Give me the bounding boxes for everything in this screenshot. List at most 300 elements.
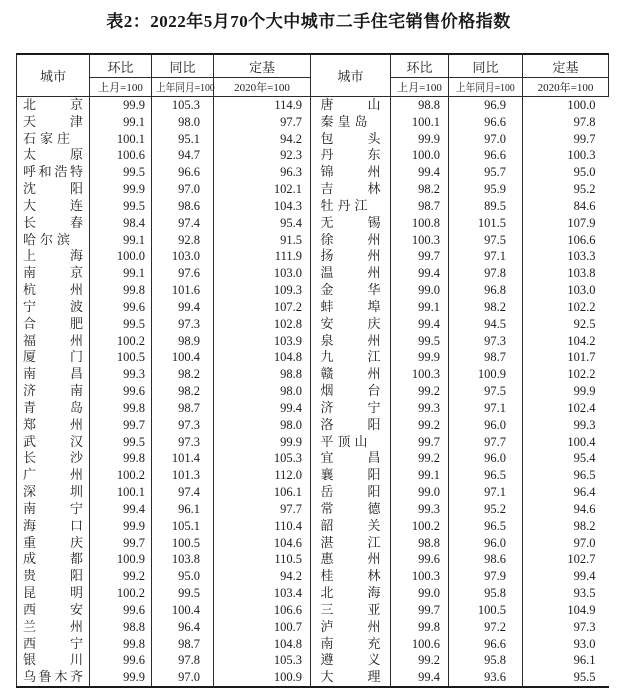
value-cell: 97.8 xyxy=(449,265,523,282)
value-cell: 97.0 xyxy=(523,535,609,552)
mom-base-left: 上月=100 xyxy=(90,78,152,97)
city-cell xyxy=(311,652,391,669)
table-row xyxy=(17,114,609,131)
value-cell: 96.1 xyxy=(152,501,214,518)
city-cell xyxy=(17,97,90,114)
value-cell: 99.9 xyxy=(523,383,609,400)
city-name: 包 头 xyxy=(320,130,381,146)
city-cell xyxy=(17,619,90,636)
value-cell: 101.6 xyxy=(152,282,214,299)
value-cell: 102.7 xyxy=(523,551,609,568)
value-cell: 97.3 xyxy=(449,333,523,350)
table-row xyxy=(17,619,609,636)
table-row xyxy=(17,316,609,333)
city-cell xyxy=(311,585,391,602)
table-row xyxy=(17,535,609,552)
city-cell xyxy=(17,114,90,131)
value-cell: 96.5 xyxy=(449,518,523,535)
city-name: 常 德 xyxy=(320,500,381,516)
city-name: 无 锡 xyxy=(320,214,381,230)
city-cell xyxy=(17,316,90,333)
city-cell xyxy=(311,501,391,518)
table-header xyxy=(17,54,609,97)
value-cell: 99.5 xyxy=(90,198,152,215)
table-row xyxy=(17,198,609,215)
value-cell: 97.3 xyxy=(152,417,214,434)
value-cell: 95.2 xyxy=(449,501,523,518)
city-cell xyxy=(311,535,391,552)
value-cell: 99.2 xyxy=(391,652,449,669)
city-cell xyxy=(17,636,90,653)
value-cell: 106.1 xyxy=(214,484,311,501)
city-name: 西 安 xyxy=(23,601,83,617)
value-cell: 104.3 xyxy=(214,198,311,215)
city-name: 郑 州 xyxy=(23,416,83,432)
city-name: 石 家 庄 xyxy=(23,130,71,146)
city-name: 北 海 xyxy=(320,585,381,601)
value-cell: 97.9 xyxy=(449,568,523,585)
value-cell: 100.3 xyxy=(391,568,449,585)
city-cell xyxy=(17,417,90,434)
city-cell xyxy=(311,400,391,417)
value-cell: 102.1 xyxy=(214,181,311,198)
value-cell: 97.8 xyxy=(523,114,609,131)
value-cell: 99.7 xyxy=(391,434,449,451)
city-cell xyxy=(311,366,391,383)
city-cell xyxy=(17,518,90,535)
table-row xyxy=(17,366,609,383)
value-cell: 98.2 xyxy=(152,366,214,383)
city-name: 杭 州 xyxy=(23,282,83,298)
city-cell xyxy=(311,619,391,636)
city-name: 平 顶 山 xyxy=(320,433,368,449)
value-cell: 92.3 xyxy=(214,147,311,164)
value-cell: 100.9 xyxy=(449,366,523,383)
fixed-base-right: 2020年=100 xyxy=(523,78,609,97)
table-row xyxy=(17,232,609,249)
city-cell xyxy=(17,669,90,687)
value-cell: 96.3 xyxy=(214,164,311,181)
yoy-header-right: 同比 xyxy=(449,54,523,78)
value-cell: 99.5 xyxy=(90,316,152,333)
table-row xyxy=(17,434,609,451)
city-cell xyxy=(311,215,391,232)
value-cell: 99.7 xyxy=(523,131,609,148)
city-name: 贵 阳 xyxy=(23,568,83,584)
value-cell: 98.4 xyxy=(90,215,152,232)
mom-base-right: 上月=100 xyxy=(391,78,449,97)
header-row-main xyxy=(17,54,609,78)
city-header-right: 城市 xyxy=(311,54,391,97)
value-cell: 99.4 xyxy=(152,299,214,316)
value-cell: 103.0 xyxy=(214,265,311,282)
value-cell: 100.1 xyxy=(90,131,152,148)
value-cell: 99.8 xyxy=(391,619,449,636)
city-cell xyxy=(311,198,391,215)
value-cell: 99.0 xyxy=(391,585,449,602)
value-cell: 94.2 xyxy=(214,568,311,585)
value-cell: 99.9 xyxy=(90,97,152,114)
value-cell: 101.4 xyxy=(152,450,214,467)
city-name: 成 都 xyxy=(23,551,83,567)
value-cell: 98.0 xyxy=(152,114,214,131)
price-index-table xyxy=(16,53,609,688)
value-cell: 97.0 xyxy=(449,131,523,148)
city-name: 合 肥 xyxy=(23,315,83,331)
value-cell: 100.3 xyxy=(391,232,449,249)
city-cell xyxy=(17,400,90,417)
value-cell: 99.3 xyxy=(391,501,449,518)
value-cell: 101.5 xyxy=(449,215,523,232)
value-cell: 101.3 xyxy=(152,467,214,484)
value-cell: 100.2 xyxy=(90,467,152,484)
value-cell: 100.8 xyxy=(391,215,449,232)
value-cell: 98.2 xyxy=(449,299,523,316)
city-cell xyxy=(311,114,391,131)
city-name: 厦 门 xyxy=(23,349,83,365)
city-name: 大 理 xyxy=(320,669,381,685)
city-cell xyxy=(17,181,90,198)
value-cell: 95.8 xyxy=(449,585,523,602)
city-name: 泉 州 xyxy=(320,332,381,348)
table-row xyxy=(17,669,609,687)
value-cell: 99.0 xyxy=(391,484,449,501)
city-name: 九 江 xyxy=(320,349,381,365)
city-name: 襄 阳 xyxy=(320,467,381,483)
fixed-header-right: 定基 xyxy=(523,54,609,78)
fixed-base-left: 2020年=100 xyxy=(214,78,311,97)
city-cell xyxy=(311,484,391,501)
city-name: 福 州 xyxy=(23,332,83,348)
yoy-base-right xyxy=(449,78,523,97)
city-cell xyxy=(311,602,391,619)
table-row xyxy=(17,147,609,164)
yoy-header-left: 同比 xyxy=(152,54,214,78)
city-name: 天 津 xyxy=(23,113,83,129)
city-name: 深 圳 xyxy=(23,484,83,500)
city-cell xyxy=(311,333,391,350)
value-cell: 97.1 xyxy=(449,484,523,501)
value-cell: 99.9 xyxy=(391,349,449,366)
value-cell: 99.6 xyxy=(90,652,152,669)
value-cell: 98.8 xyxy=(214,366,311,383)
city-name: 海 口 xyxy=(23,517,83,533)
value-cell: 99.5 xyxy=(391,333,449,350)
value-cell: 96.6 xyxy=(449,147,523,164)
value-cell: 99.7 xyxy=(90,417,152,434)
value-cell: 89.5 xyxy=(449,198,523,215)
table-row xyxy=(17,349,609,366)
table-row xyxy=(17,97,609,114)
value-cell: 99.1 xyxy=(391,299,449,316)
value-cell: 103.8 xyxy=(523,265,609,282)
value-cell: 95.5 xyxy=(523,669,609,687)
value-cell: 99.4 xyxy=(391,164,449,181)
value-cell: 100.0 xyxy=(90,248,152,265)
value-cell: 99.5 xyxy=(90,164,152,181)
value-cell: 100.1 xyxy=(391,114,449,131)
value-cell: 99.4 xyxy=(391,316,449,333)
table-row xyxy=(17,131,609,148)
value-cell: 103.8 xyxy=(152,551,214,568)
table-row xyxy=(17,652,609,669)
city-cell xyxy=(311,147,391,164)
value-cell: 99.6 xyxy=(391,551,449,568)
city-cell xyxy=(17,434,90,451)
value-cell: 96.8 xyxy=(449,282,523,299)
city-name: 金 华 xyxy=(320,282,381,298)
value-cell: 98.7 xyxy=(449,349,523,366)
city-name: 西 宁 xyxy=(23,635,83,651)
city-name: 南 昌 xyxy=(23,366,83,382)
value-cell: 96.4 xyxy=(523,484,609,501)
city-cell xyxy=(17,248,90,265)
city-name: 济 南 xyxy=(23,383,83,399)
city-cell xyxy=(17,198,90,215)
city-cell xyxy=(311,434,391,451)
value-cell: 95.7 xyxy=(449,164,523,181)
value-cell: 98.9 xyxy=(152,333,214,350)
city-cell xyxy=(311,164,391,181)
city-cell xyxy=(311,518,391,535)
city-name: 南 京 xyxy=(23,265,83,281)
fixed-header-left: 定基 xyxy=(214,54,311,78)
value-cell: 99.4 xyxy=(391,669,449,687)
value-cell: 99.7 xyxy=(391,602,449,619)
value-cell: 101.7 xyxy=(523,349,609,366)
value-cell: 94.5 xyxy=(449,316,523,333)
city-header-left: 城市 xyxy=(17,54,90,97)
city-cell xyxy=(311,349,391,366)
city-cell xyxy=(311,383,391,400)
city-cell xyxy=(311,450,391,467)
city-cell xyxy=(311,316,391,333)
city-cell xyxy=(311,417,391,434)
value-cell: 97.2 xyxy=(449,619,523,636)
value-cell: 103.3 xyxy=(523,248,609,265)
city-cell xyxy=(17,568,90,585)
city-name: 宁 波 xyxy=(23,298,83,314)
value-cell: 84.6 xyxy=(523,198,609,215)
city-cell xyxy=(17,299,90,316)
city-cell xyxy=(311,467,391,484)
value-cell: 105.1 xyxy=(152,518,214,535)
city-name: 银 川 xyxy=(23,652,83,668)
value-cell: 107.2 xyxy=(214,299,311,316)
value-cell: 106.6 xyxy=(523,232,609,249)
value-cell: 97.3 xyxy=(152,316,214,333)
value-cell: 99.0 xyxy=(391,282,449,299)
value-cell: 99.4 xyxy=(90,501,152,518)
city-name: 扬 州 xyxy=(320,248,381,264)
city-name: 安 庆 xyxy=(320,315,381,331)
value-cell: 100.4 xyxy=(152,602,214,619)
value-cell: 99.6 xyxy=(90,602,152,619)
city-name: 兰 州 xyxy=(23,618,83,634)
value-cell: 98.2 xyxy=(523,518,609,535)
city-cell xyxy=(311,282,391,299)
value-cell: 99.7 xyxy=(90,535,152,552)
value-cell: 104.6 xyxy=(214,535,311,552)
city-cell xyxy=(17,450,90,467)
city-cell xyxy=(17,265,90,282)
yoy-base-left xyxy=(152,78,214,97)
city-cell xyxy=(311,181,391,198)
city-cell xyxy=(17,602,90,619)
value-cell: 103.0 xyxy=(152,248,214,265)
value-cell: 97.7 xyxy=(214,114,311,131)
value-cell: 95.1 xyxy=(152,131,214,148)
value-cell: 97.4 xyxy=(152,484,214,501)
value-cell: 99.4 xyxy=(214,400,311,417)
value-cell: 97.8 xyxy=(152,652,214,669)
city-name: 长 春 xyxy=(23,214,83,230)
value-cell: 99.1 xyxy=(90,114,152,131)
city-cell xyxy=(311,299,391,316)
value-cell: 97.5 xyxy=(449,383,523,400)
value-cell: 99.1 xyxy=(391,467,449,484)
value-cell: 95.2 xyxy=(523,181,609,198)
city-cell xyxy=(311,636,391,653)
value-cell: 100.9 xyxy=(90,551,152,568)
value-cell: 96.5 xyxy=(449,467,523,484)
value-cell: 98.2 xyxy=(391,181,449,198)
value-cell: 99.3 xyxy=(90,366,152,383)
value-cell: 99.2 xyxy=(90,568,152,585)
value-cell: 98.0 xyxy=(214,417,311,434)
value-cell: 100.0 xyxy=(523,97,609,114)
value-cell: 99.6 xyxy=(90,299,152,316)
table-row xyxy=(17,299,609,316)
value-cell: 98.7 xyxy=(152,400,214,417)
value-cell: 98.6 xyxy=(152,198,214,215)
city-name: 济 宁 xyxy=(320,399,381,415)
value-cell: 100.9 xyxy=(214,669,311,687)
city-cell xyxy=(17,366,90,383)
city-name: 南 充 xyxy=(320,635,381,651)
city-name: 北 京 xyxy=(23,97,83,112)
value-cell: 96.6 xyxy=(449,114,523,131)
value-cell: 93.5 xyxy=(523,585,609,602)
value-cell: 98.7 xyxy=(391,198,449,215)
value-cell: 98.6 xyxy=(449,551,523,568)
value-cell: 99.9 xyxy=(391,131,449,148)
value-cell: 99.5 xyxy=(90,434,152,451)
value-cell: 99.3 xyxy=(523,417,609,434)
value-cell: 94.2 xyxy=(214,131,311,148)
city-name: 大 连 xyxy=(23,197,83,213)
value-cell: 102.2 xyxy=(523,299,609,316)
value-cell: 112.0 xyxy=(214,467,311,484)
city-name: 泸 州 xyxy=(320,618,381,634)
value-cell: 100.4 xyxy=(523,434,609,451)
city-name: 三 亚 xyxy=(320,601,381,617)
city-cell xyxy=(311,551,391,568)
city-name: 沈 阳 xyxy=(23,181,83,197)
value-cell: 99.2 xyxy=(391,383,449,400)
value-cell: 96.6 xyxy=(449,636,523,653)
value-cell: 97.3 xyxy=(152,434,214,451)
city-name: 烟 台 xyxy=(320,383,381,399)
value-cell: 99.6 xyxy=(90,383,152,400)
value-cell: 100.5 xyxy=(152,535,214,552)
city-name: 南 宁 xyxy=(23,500,83,516)
city-cell xyxy=(17,652,90,669)
value-cell: 97.7 xyxy=(214,501,311,518)
table-row xyxy=(17,400,609,417)
value-cell: 106.6 xyxy=(214,602,311,619)
city-name: 吉 林 xyxy=(320,181,381,197)
value-cell: 95.8 xyxy=(449,652,523,669)
city-cell xyxy=(17,147,90,164)
value-cell: 99.1 xyxy=(90,265,152,282)
value-cell: 97.5 xyxy=(449,232,523,249)
table-row xyxy=(17,602,609,619)
table-row xyxy=(17,248,609,265)
value-cell: 100.0 xyxy=(391,147,449,164)
value-cell: 110.5 xyxy=(214,551,311,568)
value-cell: 100.3 xyxy=(391,366,449,383)
value-cell: 104.2 xyxy=(523,333,609,350)
value-cell: 99.7 xyxy=(391,248,449,265)
value-cell: 99.5 xyxy=(152,585,214,602)
value-cell: 96.0 xyxy=(449,450,523,467)
table-row xyxy=(17,551,609,568)
city-name: 洛 阳 xyxy=(320,416,381,432)
value-cell: 97.0 xyxy=(152,181,214,198)
city-name: 锦 州 xyxy=(320,164,381,180)
value-cell: 96.6 xyxy=(152,164,214,181)
table-row xyxy=(17,518,609,535)
value-cell: 100.5 xyxy=(449,602,523,619)
city-cell xyxy=(17,215,90,232)
value-cell: 99.9 xyxy=(90,181,152,198)
value-cell: 95.0 xyxy=(152,568,214,585)
value-cell: 105.3 xyxy=(214,652,311,669)
city-cell xyxy=(311,669,391,687)
table-row xyxy=(17,467,609,484)
value-cell: 99.2 xyxy=(391,417,449,434)
city-name: 温 州 xyxy=(320,265,381,281)
city-cell xyxy=(17,232,90,249)
value-cell: 100.2 xyxy=(90,333,152,350)
city-cell xyxy=(17,535,90,552)
value-cell: 97.7 xyxy=(449,434,523,451)
city-name: 湛 江 xyxy=(320,534,381,550)
value-cell: 98.8 xyxy=(90,619,152,636)
city-cell xyxy=(17,585,90,602)
value-cell: 105.3 xyxy=(152,97,214,114)
table-row xyxy=(17,383,609,400)
city-cell xyxy=(17,349,90,366)
value-cell: 103.0 xyxy=(523,282,609,299)
table-row xyxy=(17,417,609,434)
value-cell: 99.8 xyxy=(90,636,152,653)
city-name: 乌 鲁 木 齐 xyxy=(23,669,83,685)
table-row xyxy=(17,450,609,467)
city-name: 呼 和 浩 特 xyxy=(23,164,83,180)
value-cell: 98.0 xyxy=(214,383,311,400)
city-name: 丹 东 xyxy=(320,147,381,163)
value-cell: 107.9 xyxy=(523,215,609,232)
value-cell: 98.8 xyxy=(391,97,449,114)
table-body xyxy=(17,97,609,687)
value-cell: 99.2 xyxy=(391,450,449,467)
table-row xyxy=(17,585,609,602)
value-cell: 99.8 xyxy=(90,282,152,299)
value-cell: 102.2 xyxy=(523,366,609,383)
value-cell: 96.0 xyxy=(449,535,523,552)
